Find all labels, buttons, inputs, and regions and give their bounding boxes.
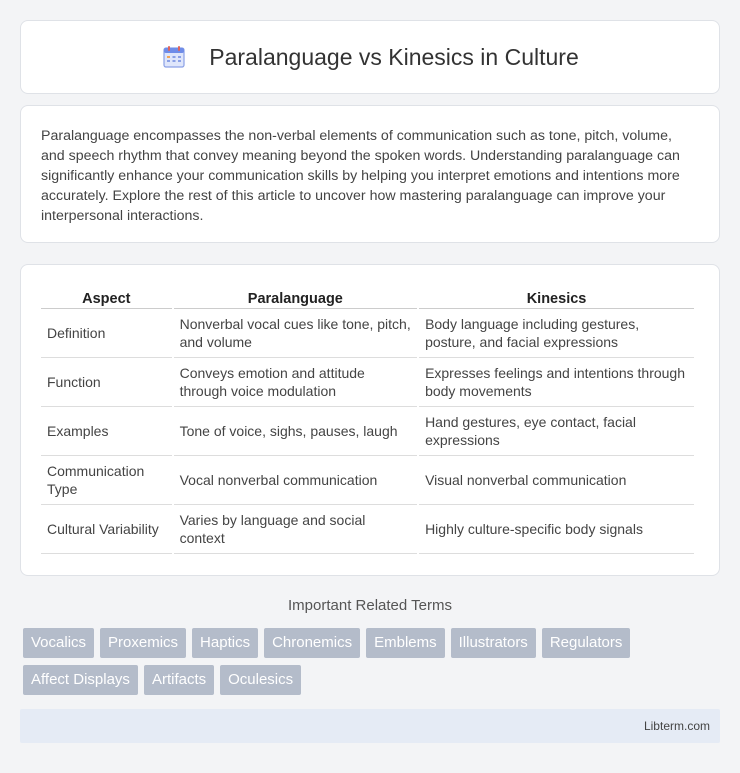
table-cell: Varies by language and social context [174,505,417,554]
related-term-tag[interactable]: Vocalics [23,628,94,658]
table-row [41,309,694,358]
comparison-table [39,287,696,554]
footer [20,709,720,743]
table-row [41,358,694,407]
calendar-icon [161,44,187,70]
footer-site-link[interactable]: Libterm.com [643,719,710,733]
related-term-tag[interactable]: Artifacts [144,665,214,695]
table-cell: Nonverbal vocal cues like tone, pitch, and volume [174,309,417,358]
table-cell: Visual nonverbal communication [419,456,694,505]
related-term-tag[interactable]: Proxemics [100,628,186,658]
related-term-tag[interactable]: Regulators [542,628,631,658]
table-cell: Hand gestures, eye contact, facial expressions [419,407,694,456]
table-row [41,456,694,505]
related-term-tag[interactable]: Illustrators [451,628,536,658]
table-cell: Definition [41,309,172,358]
related-terms-heading: Important Related Terms [288,597,452,614]
table-row [41,407,694,456]
table-cell: Vocal nonverbal communication [174,456,417,505]
related-term-tag[interactable]: Chronemics [264,628,360,658]
related-term-tag[interactable]: Emblems [366,628,445,658]
table-cell: Examples [41,407,172,456]
intro-card [20,105,720,243]
comparison-table-card [20,264,720,576]
intro-paragraph: Paralanguage encompasses the non-verbal elements of communication such as tone, pitch, volume, and speech rhythm that convey meaning beyond the spoken words. Understanding paralanguage can significantly enhance your communication skills by helping you interpret emotions and intentions more accurately. Explore the rest of this article to uncover how mastering paralanguage can improve your interpersonal interactions. [41,128,680,224]
related-term-tag[interactable]: Oculesics [220,665,301,695]
table-cell: Expresses feelings and intentions through body movements [419,358,694,407]
header-kinesics: Kinesics [419,287,694,309]
table-header-row [41,287,694,309]
table-cell: Function [41,358,172,407]
table-row [41,505,694,554]
table-cell: Conveys emotion and attitude through voice modulation [174,358,417,407]
related-term-tag[interactable]: Haptics [192,628,258,658]
header-paralanguage: Paralanguage [174,287,417,309]
table-cell: Tone of voice, sighs, pauses, laugh [174,407,417,456]
related-term-tag[interactable]: Affect Displays [23,665,138,695]
related-terms-list [23,628,723,695]
header-aspect: Aspect [41,287,172,309]
title-card [20,20,720,94]
table-cell: Highly culture-specific body signals [419,505,694,554]
page-title: Paralanguage vs Kinesics in Culture [209,43,579,70]
table-cell: Communication Type [41,456,172,505]
table-cell: Cultural Variability [41,505,172,554]
table-cell: Body language including gestures, posture, and facial expressions [419,309,694,358]
